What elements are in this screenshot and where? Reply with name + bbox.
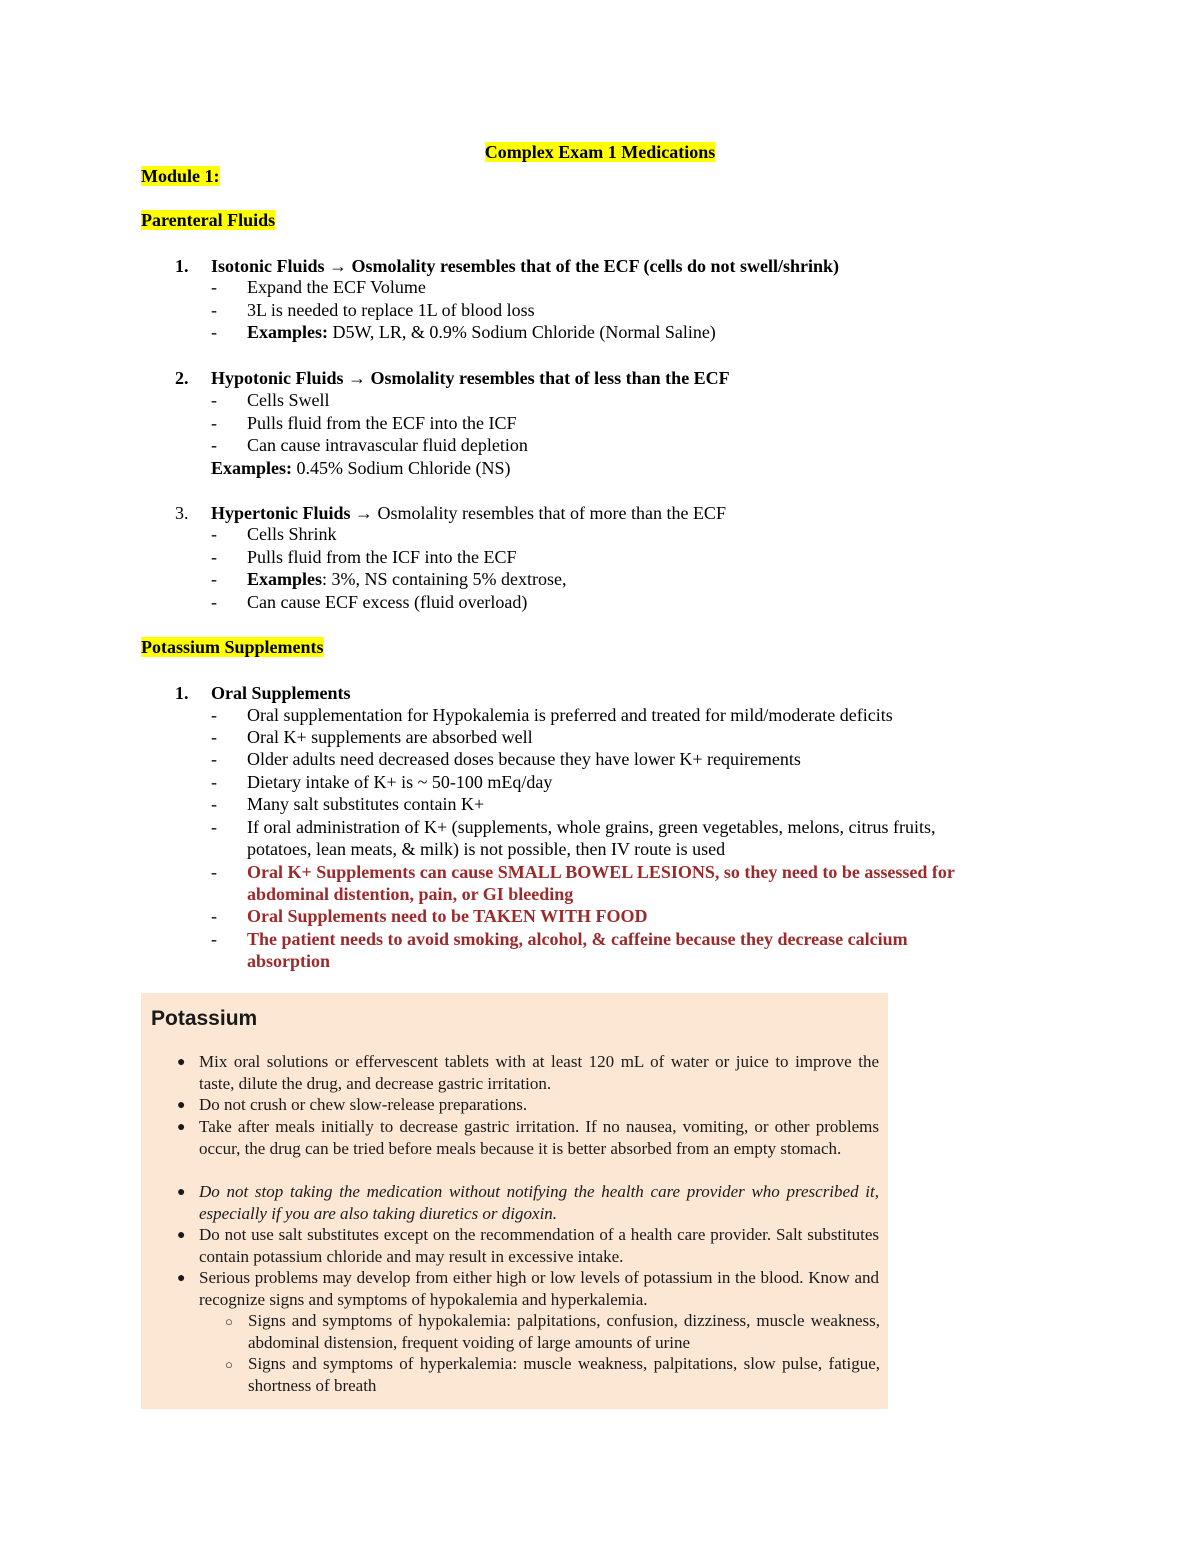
list-dash: - xyxy=(211,277,217,297)
circle-bullet-icon: ○ xyxy=(225,1357,233,1372)
list-dash: - xyxy=(211,390,217,410)
potassium-callout-box xyxy=(141,993,888,1409)
list-item: Cells Swell xyxy=(247,390,330,410)
callout-sub-bullet: Signs and symptoms of hyperkalemia: muscle weakness, palpitations, slow pulse, fatigue, shortness of breath xyxy=(248,1354,880,1395)
potassium-heading: Potassium Supplements xyxy=(141,637,324,657)
warning-item-continued: absorption xyxy=(247,951,331,971)
warning-item-continued: abdominal distention, pain, or GI bleeding xyxy=(247,884,574,904)
list-item: Can cause ECF excess (fluid overload) xyxy=(247,592,528,612)
list-dash: - xyxy=(211,413,217,433)
list-dash: - xyxy=(211,300,217,320)
callout-sub-bullet: Signs and symptoms of hypokalemia: palpitations, confusion, dizziness, muscle weakness, abdominal distension, frequent voiding of large amounts of urine xyxy=(248,1311,880,1352)
section-title: Hypotonic Fluids → Osmolality resembles that of less than the ECF xyxy=(211,368,730,388)
arrow-icon: → xyxy=(348,368,367,388)
bullet-icon: ● xyxy=(177,1185,186,1200)
bullet-icon: ● xyxy=(177,1120,186,1135)
section-number: 1. xyxy=(175,683,189,703)
callout-bullet: Do not stop taking the medication without notifying the health care provider who prescribed it, especially if you are also taking diuretics or digoxin. xyxy=(199,1182,879,1223)
bullet-icon: ● xyxy=(177,1098,186,1113)
list-dash: - xyxy=(211,749,217,769)
list-dash: - xyxy=(211,592,217,612)
callout-bullet: Take after meals initially to decrease gastric irritation. If no nausea, vomiting, or other problems occur, the drug can be tried before meals because it is better absorbed from an empty stomach. xyxy=(199,1117,879,1158)
list-dash: - xyxy=(211,547,217,567)
callout-bullet: Serious problems may develop from either high or low levels of potassium in the blood. Know and recognize signs and symptoms of hypokalemia and hyperkalemia. xyxy=(199,1268,879,1309)
list-item: Pulls fluid from the ECF into the ICF xyxy=(247,413,517,433)
warning-item: Oral K+ Supplements can cause SMALL BOWEL LESIONS, so they need to be assessed for xyxy=(247,862,955,882)
list-dash: - xyxy=(211,862,217,882)
list-dash: - xyxy=(211,727,217,747)
bullet-icon: ● xyxy=(177,1271,186,1286)
module-heading: Module 1: xyxy=(141,166,220,186)
list-item: Examples: 3%, NS containing 5% dextrose, xyxy=(247,569,567,589)
bullet-icon: ● xyxy=(177,1228,186,1243)
callout-bullet: Do not crush or chew slow-release preparations. xyxy=(199,1095,528,1114)
warning-item: Oral Supplements need to be TAKEN WITH FOOD xyxy=(247,906,648,926)
list-item: Examples: D5W, LR, & 0.9% Sodium Chloride (Normal Saline) xyxy=(247,322,716,342)
list-item: Oral K+ supplements are absorbed well xyxy=(247,727,533,747)
list-dash: - xyxy=(211,794,217,814)
list-dash: - xyxy=(211,524,217,544)
list-dash: - xyxy=(211,772,217,792)
list-item-continued: potatoes, lean meats, & milk) is not possible, then IV route is used xyxy=(247,839,726,859)
callout-bullet: Do not use salt substitutes except on the recommendation of a health care provider. Salt substitutes contain potassium chloride and may result in excessive intake. xyxy=(199,1225,879,1266)
section-title: Hypertonic Fluids → Osmolality resembles that of more than the ECF xyxy=(211,503,726,523)
list-item: If oral administration of K+ (supplements, whole grains, green vegetables, melons, citrus fruits, xyxy=(247,817,936,837)
list-item: Cells Shrink xyxy=(247,524,337,544)
warning-item: The patient needs to avoid smoking, alcohol, & caffeine because they decrease calcium xyxy=(247,929,908,949)
callout-bullet: Mix oral solutions or effervescent tablets with at least 120 mL of water or juice to improve the taste, dilute the drug, and decrease gastric irritation. xyxy=(199,1052,879,1093)
list-item: Expand the ECF Volume xyxy=(247,277,426,297)
document-title: Complex Exam 1 Medications xyxy=(484,142,716,162)
section-title: Isotonic Fluids → Osmolality resembles that of the ECF (cells do not swell/shrink) xyxy=(211,256,840,276)
arrow-icon: → xyxy=(329,256,348,276)
list-item: Can cause intravascular fluid depletion xyxy=(247,435,528,455)
examples-line: Examples: 0.45% Sodium Chloride (NS) xyxy=(211,458,511,478)
circle-bullet-icon: ○ xyxy=(225,1314,233,1329)
list-item: 3L is needed to replace 1L of blood loss xyxy=(247,300,535,320)
list-dash: - xyxy=(211,817,217,837)
section-title: Oral Supplements xyxy=(211,683,351,703)
list-item: Dietary intake of K+ is ~ 50-100 mEq/day xyxy=(247,772,553,792)
list-dash: - xyxy=(211,435,217,455)
list-dash: - xyxy=(211,929,217,949)
section-number: 3. xyxy=(175,503,189,523)
parenteral-heading: Parenteral Fluids xyxy=(141,210,276,230)
list-item: Older adults need decreased doses because they have lower K+ requirements xyxy=(247,749,801,769)
section-number: 2. xyxy=(175,368,189,388)
arrow-icon: → xyxy=(355,503,374,523)
list-dash: - xyxy=(211,906,217,926)
list-dash: - xyxy=(211,322,217,342)
list-dash: - xyxy=(211,705,217,725)
callout-title: Potassium xyxy=(151,1007,258,1030)
list-dash: - xyxy=(211,569,217,589)
section-number: 1. xyxy=(175,256,189,276)
list-item: Oral supplementation for Hypokalemia is preferred and treated for mild/moderate deficits xyxy=(247,705,893,725)
list-item: Pulls fluid from the ICF into the ECF xyxy=(247,547,517,567)
bullet-icon: ● xyxy=(177,1055,186,1070)
list-item: Many salt substitutes contain K+ xyxy=(247,794,485,814)
